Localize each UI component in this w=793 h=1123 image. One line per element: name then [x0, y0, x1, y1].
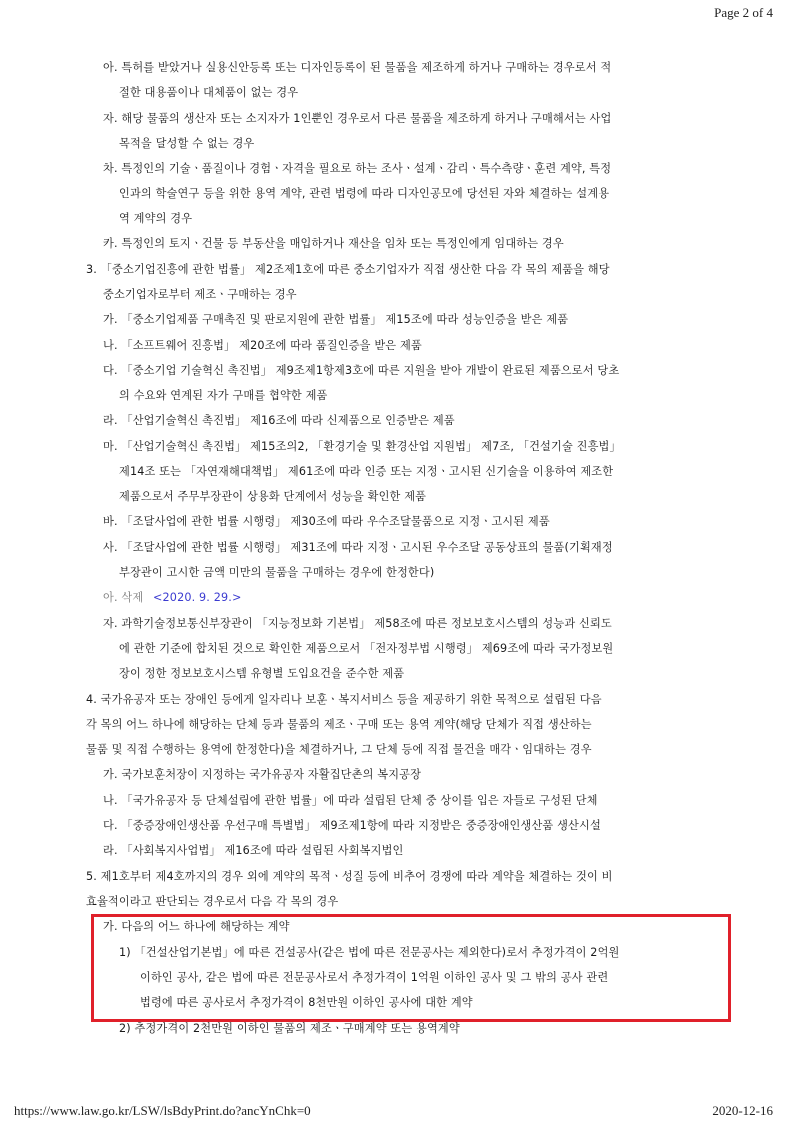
text-line: 가. 「중소기업제품 구매촉진 및 판로지원에 관한 법률」 제15조에 따라 성능인증을 받은 제품 — [103, 313, 569, 326]
text-line: 나. 「국가유공자 등 단체설립에 관한 법률」에 따라 설립된 단체 중 상이를 입은 자들로 구성된 단체 — [103, 794, 598, 807]
text-line: 2) 추정가격이 2천만원 이하인 물품의 제조ㆍ구매계약 또는 용역계약 — [119, 1022, 460, 1035]
page-number: Page 2 of 4 — [714, 5, 773, 20]
text-line: 4. 국가유공자 또는 장애인 등에게 일자리나 보훈ㆍ복지서비스 등을 제공하기 위한 목적으로 설립된 다음 — [86, 693, 602, 706]
text-line — [103, 591, 241, 605]
text-line: 차. 특정인의 기술ㆍ품질이나 경험ㆍ자격을 필요로 하는 조사ㆍ설계ㆍ감리ㆍ특수측량ㆍ훈련 계약, 특정 — [103, 162, 612, 175]
text-line: 중소기업자로부터 제조ㆍ구매하는 경우 — [103, 288, 297, 301]
text-line: 부장관이 고시한 금액 미만의 물품을 구매하는 경우에 한정한다) — [119, 566, 435, 579]
text-line: 라. 「산업기술혁신 촉진법」 제16조에 따라 신제품으로 인증받은 제품 — [103, 414, 455, 427]
text-line: 제품으로서 주무부장관이 상용화 단계에서 성능을 확인한 제품 — [119, 490, 427, 503]
text-line: 장이 정한 정보보호시스템 유형별 도입요건을 준수한 제품 — [119, 667, 405, 680]
amendment-date-link[interactable]: <2020. 9. 29.> — [153, 591, 242, 604]
deleted-item-label: 아. 삭제 — [103, 591, 144, 604]
text-line: 가. 국가보훈처장이 지정하는 국가유공자 자활집단촌의 복지공장 — [103, 768, 422, 781]
text-line: 가. 다음의 어느 하나에 해당하는 계약 — [103, 920, 290, 933]
text-line: 다. 「중증장애인생산품 우선구매 특별법」 제9조제1항에 따라 지정받은 중증장애인생산품 생산시설 — [103, 819, 601, 832]
text-line: 카. 특정인의 토지ㆍ건물 등 부동산을 매입하거나 재산을 임차 또는 특정인에게 임대하는 경우 — [103, 237, 564, 250]
text-line: 각 목의 어느 하나에 해당하는 단체 등과 물품의 제조ㆍ구매 또는 용역 계약(해당 단체가 직접 생산하는 — [86, 718, 592, 731]
highlight-annotation-box — [91, 914, 731, 1022]
text-line: 5. 제1호부터 제4호까지의 경우 외에 계약의 목적ㆍ성질 등에 비추어 경쟁에 따라 계약을 체결하는 것이 비 — [86, 870, 613, 883]
text-line: 의 수요와 연계된 자가 구매를 협약한 제품 — [119, 389, 328, 402]
text-line: 법령에 따른 공사로서 추정가격이 8천만원 이하인 공사에 대한 계약 — [140, 996, 473, 1009]
footer-url: https://www.law.go.kr/LSW/lsBdyPrint.do?ancYnChk=0 — [14, 1103, 311, 1118]
text-line: 라. 「사회복지사업법」 제16조에 따라 설립된 사회복지법인 — [103, 844, 404, 857]
text-line: 역 계약의 경우 — [119, 212, 193, 225]
text-line: 물품 및 직접 수행하는 용역에 한정한다)을 체결하거나, 그 단체 등에 직접 물건을 매각ㆍ임대하는 경우 — [86, 743, 592, 756]
text-line: 절한 대용품이나 대체품이 없는 경우 — [119, 86, 299, 99]
text-line: 제14조 또는 「자연재해대책법」 제61조에 따라 인증 또는 지정ㆍ고시된 신기술을 이용하여 제조한 — [119, 465, 614, 478]
text-line: 3. 「중소기업진흥에 관한 법률」 제2조제1호에 따른 중소기업자가 직접 생산한 다음 각 목의 제품을 해당 — [86, 263, 610, 276]
text-line: 효율적이라고 판단되는 경우로서 다음 각 목의 경우 — [86, 895, 339, 908]
text-line: 1) 「건설산업기본법」에 따른 건설공사(같은 법에 따른 전문공사는 제외한다)로서 추정가격이 2억원 — [119, 946, 620, 959]
text-line: 바. 「조달사업에 관한 법률 시행령」 제30조에 따라 우수조달물품으로 지정ㆍ고시된 제품 — [103, 515, 550, 528]
text-line: 나. 「소프트웨어 진흥법」 제20조에 따라 품질인증을 받은 제품 — [103, 339, 422, 352]
text-line: 인과의 학술연구 등을 위한 용역 계약, 관련 법령에 따라 디자인공모에 당선된 자와 체결하는 설계용 — [119, 187, 610, 200]
text-line: 에 관한 기준에 합치된 것으로 확인한 제품으로서 「전자정부법 시행령」 제69조에 따라 국가정보원 — [119, 642, 614, 655]
text-line: 자. 과학기술정보통신부장관이 「지능정보화 기본법」 제58조에 따른 정보보호시스템의 성능과 신뢰도 — [103, 617, 612, 630]
text-line: 자. 해당 물품의 생산자 또는 소지자가 1인뿐인 경우로서 다른 물품을 제조하게 하거나 구매해서는 사업 — [103, 112, 612, 125]
text-line: 이하인 공사, 같은 법에 따른 전문공사로서 추정가격이 1억원 이하인 공사 및 그 밖의 공사 관련 — [140, 971, 609, 984]
text-line: 사. 「조달사업에 관한 법률 시행령」 제31조에 따라 지정ㆍ고시된 우수조달 공동상표의 물품(기획재정 — [103, 541, 613, 554]
text-line: 마. 「산업기술혁신 촉진법」 제15조의2, 「환경기술 및 환경산업 지원법」 제7조, 「건설기술 진흥법」 — [103, 440, 621, 453]
text-line: 아. 특허를 받았거나 실용신안등록 또는 디자인등록이 된 물품을 제조하게 하거나 구매하는 경우로서 적 — [103, 61, 612, 74]
footer-date: 2020-12-16 — [712, 1103, 773, 1118]
text-line: 목적을 달성할 수 없는 경우 — [119, 137, 255, 150]
text-line: 다. 「중소기업 기술혁신 촉진법」 제9조제1항제3호에 따른 지원을 받아 개발이 완료된 제품으로서 당초 — [103, 364, 620, 377]
